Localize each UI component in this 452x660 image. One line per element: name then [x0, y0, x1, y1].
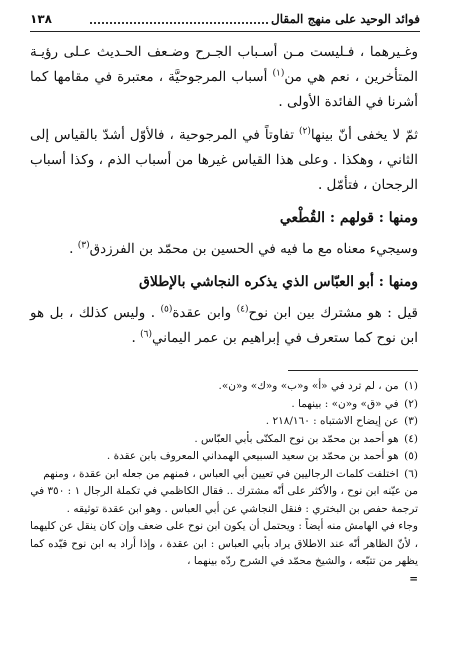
footnote-5: (٥) هو أحمد بن محمّد بن سعيد السبيعي الهمداني المعروف بابن عقدة .	[106, 450, 418, 462]
footnote-6: (٦) اختلفت كلمات الرجاليين في تعيين أبي العباس ، فمنهم من جعله ابن عقدة ، ومنهم من عيّنه ابن نوح ، والأكثر على أنّه مشترك .. فقال الكاظمي في تكملة الرجال ١ : ٣٥٠ في ترجمة حفص بن البختري : فنقل النجاشي عن أبي العباس . وهو ابن عقدة توثيقه .	[30, 467, 418, 515]
footnote-ref-1: (١)	[272, 68, 285, 79]
footnote-3: (٣) عن إيضاح الاشتباه : ٢١٨/١٦٠ .	[265, 415, 418, 427]
page-number: ١٣٨	[30, 12, 52, 26]
paragraph-2: ثمّ لا يخفى أنّ بينها$^{(٢)}$ تفاوتاً في المرجوحية ، فالأوّل أشدّ بالقياس إلى الثاني ، وهكذا . وعلى هذا القياس غيرها من أسباب الذم ، وكذا أسباب الرجحان ، فتأمّل .	[30, 126, 418, 193]
footnote-2: (٢) في «ق» و«ن» : بينهما .	[291, 397, 418, 410]
running-title: فوائد الوحيد على منهج المقال	[271, 12, 420, 26]
running-header	[30, 12, 420, 32]
footnote-ref-4: (٤)	[236, 304, 249, 315]
footnotes	[30, 378, 418, 588]
header-rule	[30, 31, 420, 32]
footnote-1: (١) من ، لم ترد في «أ» و«ب» و«ك» و«ن».	[218, 380, 418, 392]
footnote-ref-6: (٦)	[140, 329, 152, 340]
footnote-4: (٤) هو أحمد بن محمّد بن نوح المكنّى بأبي العبّاس .	[194, 432, 418, 445]
footnote-ref-2: (٢)	[299, 126, 311, 137]
footnote-ref-3: (٣)	[77, 240, 90, 251]
section-heading-qati: ومنها : قولهم : القُطْعي	[279, 210, 418, 226]
main-text	[30, 40, 418, 359]
continuation-mark: =	[409, 572, 418, 585]
paragraph-1: وغـيرهما ، فـليست مـن أسـباب الجـرح وضـعف الحـديث عـلى رؤيـة المتأخرين ، نعم هي من$^{(١)}$ أسباب المرجوحيَّة ، معتبرة في مقامها كما أشرنا في الفائدة الأولى .	[30, 44, 419, 110]
footnote-ref-5: (٥)	[160, 304, 173, 315]
paragraph-3: وسيجيء معناه مع ما فيه في الحسين بن محمّد بن الفرزدق$^{(٣)}$ .	[69, 240, 418, 257]
section-heading-abu-abbas: ومنها : أبو العبّاس الذي يذكره النجاشي بالإطلاق	[138, 274, 418, 290]
paragraph-4: قيل : هو مشترك بين ابن نوح$^{(٤)}$ وابن عقدة$^{(٥)}$ . وليس كذلك ، بل هو ابن نوح كما ستعرف في إبراهيم بن عمر اليماني$^{(٦)}$ .	[30, 304, 418, 346]
footnote-separator	[288, 370, 418, 371]
header-dot-leader	[90, 16, 268, 24]
footnote-6-continuation: وجاء في الهامش منه أيضاً : ويحتمل أن يكون ابن نوح على ضعف وإن كان ينقل عن كليهما ، لأنّ الظاهر أنّه عند الاطلاق يراد بأبي العباس : ابن عقدة ، وإذا أراد به ابن نوح قيّده كما يظهر من تتبّعه ، والشيخ محمّد في الشرح ردّه بينهما ، =	[30, 520, 418, 585]
